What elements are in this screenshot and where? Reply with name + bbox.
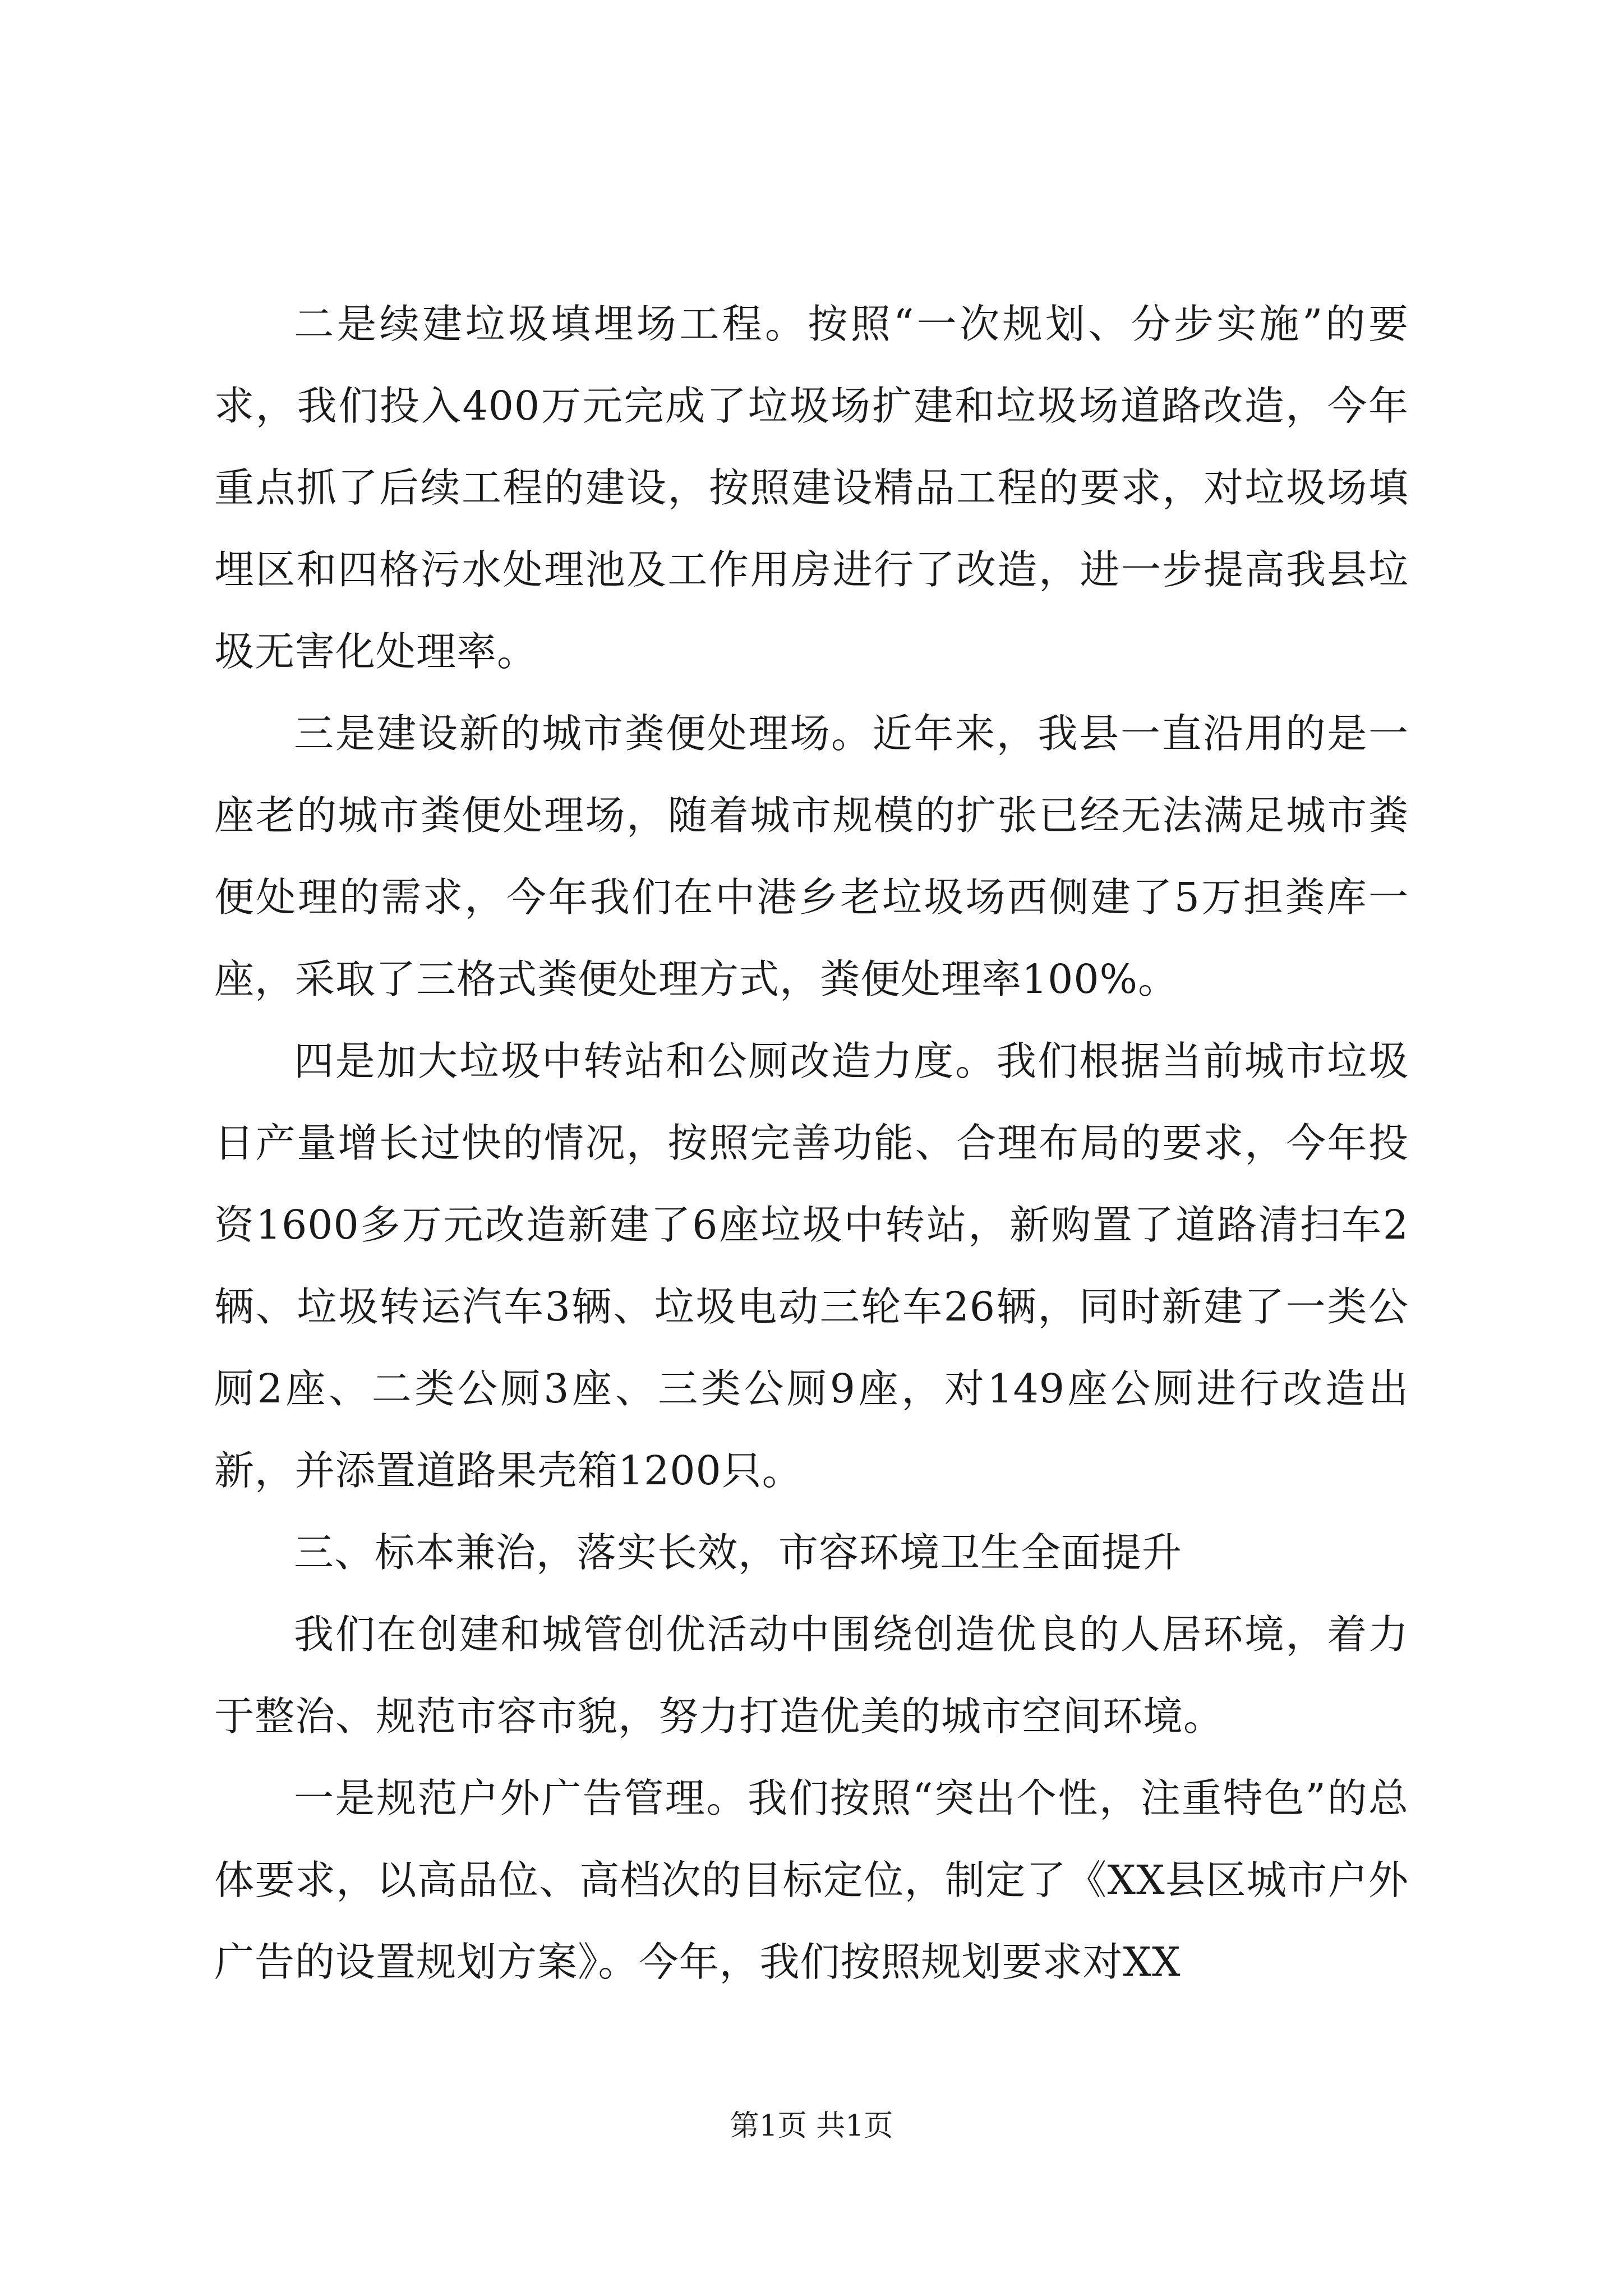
paragraph-landfill: 二是续建垃圾填埋场工程。按照“一次规划、分步实施”的要求，我们投入400万元完成了垃圾场扩建和垃圾场道路改造，今年重点抓了后续工程的建设，按照建设精品工程的要求，对垃圾场填埋区和四格污水处理池及工作用房进行了改造，进一步提高我县垃圾无害化处理率。 xyxy=(214,301,1409,675)
paragraph-transfer-stations: 四是加大垃圾中转站和公厕改造力度。我们根据当前城市垃圾日产量增长过快的情况，按照完善功能、合理布局的要求，今年投资1600多万元改造新建了6座垃圾中转站，新购置了道路清扫车2辆、垃圾转运汽车3辆、垃圾电动三轮车26辆，同时新建了一类公厕2座、二类公厕3座、三类公厕9座，对149座公厕进行改造出新，并添置道路果壳箱1200只。 xyxy=(214,1038,1409,1494)
section-heading: 三、标本兼治，落实长效，市容环境卫生全面提升 xyxy=(294,1529,1183,1576)
paragraph-fecal-treatment: 三是建设新的城市粪便处理场。近年来，我县一直沿用的是一座老的城市粪便处理场，随着城市规模的扩张已经无法满足城市粪便处理的需求，今年我们在中港乡老垃圾场西侧建了5万担粪库一座，采取了三格式粪便处理方式，粪便处理率100%。 xyxy=(214,710,1409,1002)
document-body xyxy=(214,283,1409,2003)
page-footer xyxy=(0,2106,1623,2146)
paragraph-outdoor-advertising: 一是规范户外广告管理。我们按照“突出个性，注重特色”的总体要求，以高品位、高档次的目标定位，制定了《XX县区城市户外广告的设置规划方案》。今年，我们按照规划要求对XX xyxy=(214,1775,1409,1985)
page-number: 第1页 共1页 xyxy=(730,2109,893,2143)
paragraph-section-intro: 我们在创建和城管创优活动中围绕创造优良的人居环境，着力于整治、规范市容市貌，努力打造优美的城市空间环境。 xyxy=(214,1611,1409,1740)
